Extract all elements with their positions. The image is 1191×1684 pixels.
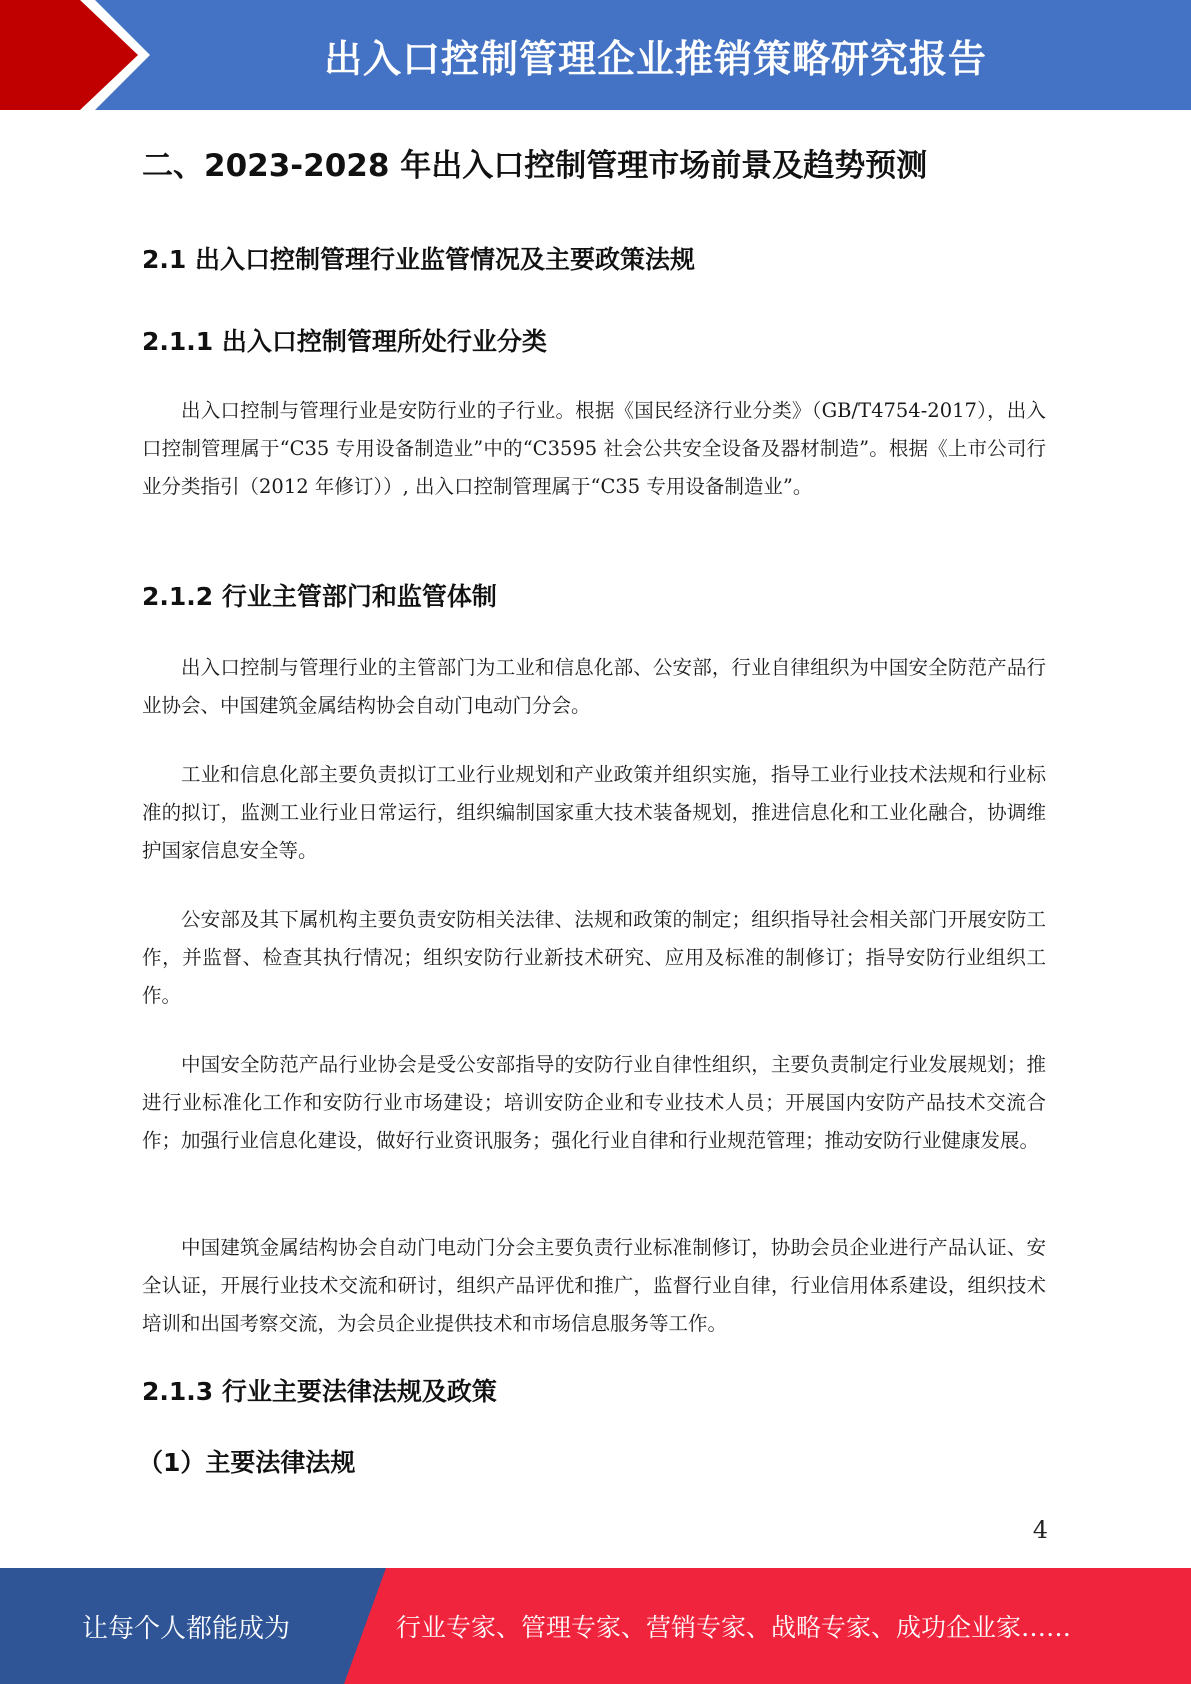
paragraph-industry-classification: 出入口控制与管理行业是安防行业的子行业。根据《国民经济行业分类》（GB/T4754-2017），出入口控制管理属于“C35 专用设备制造业”中的“C3595 社会公共安全设备及器材制造”。根据《上市公司行业分类指引（2012 年修订））, 出入口控制管理属于“C35 专用设备制造业”。	[142, 399, 1046, 498]
header-chevron-shape	[0, 0, 160, 110]
subsection-heading-2-1-2: 2.1.2 行业主管部门和监管体制	[142, 582, 497, 611]
footer-slogan-right: 行业专家、管理专家、营销专家、战略专家、成功企业家……	[396, 1613, 1072, 1642]
footer-banner	[0, 1568, 1191, 1684]
subsection-heading-2-1-3: 2.1.3 行业主要法律法规及政策	[142, 1377, 497, 1406]
report-title: 出入口控制管理企业推销策略研究报告	[323, 36, 987, 81]
subsection-heading-2-1-1: 2.1.1 出入口控制管理所处行业分类	[142, 327, 547, 356]
subsection-heading-2-1: 2.1 出入口控制管理行业监管情况及主要政策法规	[142, 245, 695, 274]
paragraph-mps-duties: 公安部及其下属机构主要负责安防相关法律、法规和政策的制定；组织指导社会相关部门开展安防工作，并监督、检查其执行情况；组织安防行业新技术研究、应用及标准的制修订；指导安防行业组织工作。	[142, 908, 1046, 1007]
paragraph-miit-duties: 工业和信息化部主要负责拟订工业行业规划和产业政策并组织实施，指导工业行业技术法规和行业标准的拟订，监测工业行业日常运行，组织编制国家重大技术装备规划，推进信息化和工业化融合，协调维护国家信息安全等。	[142, 763, 1046, 862]
paragraph-security-association: 中国安全防范产品行业协会是受公安部指导的安防行业自律性组织，主要负责制定行业发展规划；推进行业标准化工作和安防行业市场建设；培训安防企业和专业技术人员；开展国内安防产品技术交流合作；加强行业信息化建设，做好行业资讯服务；强化行业自律和行业规范管理；推动安防行业健康发展。	[142, 1053, 1046, 1152]
paragraph-regulators: 出入口控制与管理行业的主管部门为工业和信息化部、公安部，行业自律组织为中国安全防范产品行业协会、中国建筑金属结构协会自动门电动门分会。	[142, 656, 1046, 717]
subsection-heading-laws: （1）主要法律法规	[138, 1448, 356, 1477]
page-number: 4	[1032, 1516, 1048, 1544]
section-heading: 二、2023-2028 年出入口控制管理市场前景及趋势预测	[142, 148, 928, 184]
report-header	[0, 0, 1191, 110]
footer-slogan-left: 让每个人都能成为	[81, 1613, 290, 1644]
paragraph-door-association: 中国建筑金属结构协会自动门电动门分会主要负责行业标准制修订，协助会员企业进行产品认证、安全认证，开展行业技术交流和研讨，组织产品评优和推广，监督行业自律，行业信用体系建设，组织技术培训和出国考察交流，为会员企业提供技术和市场信息服务等工作。	[142, 1236, 1046, 1335]
